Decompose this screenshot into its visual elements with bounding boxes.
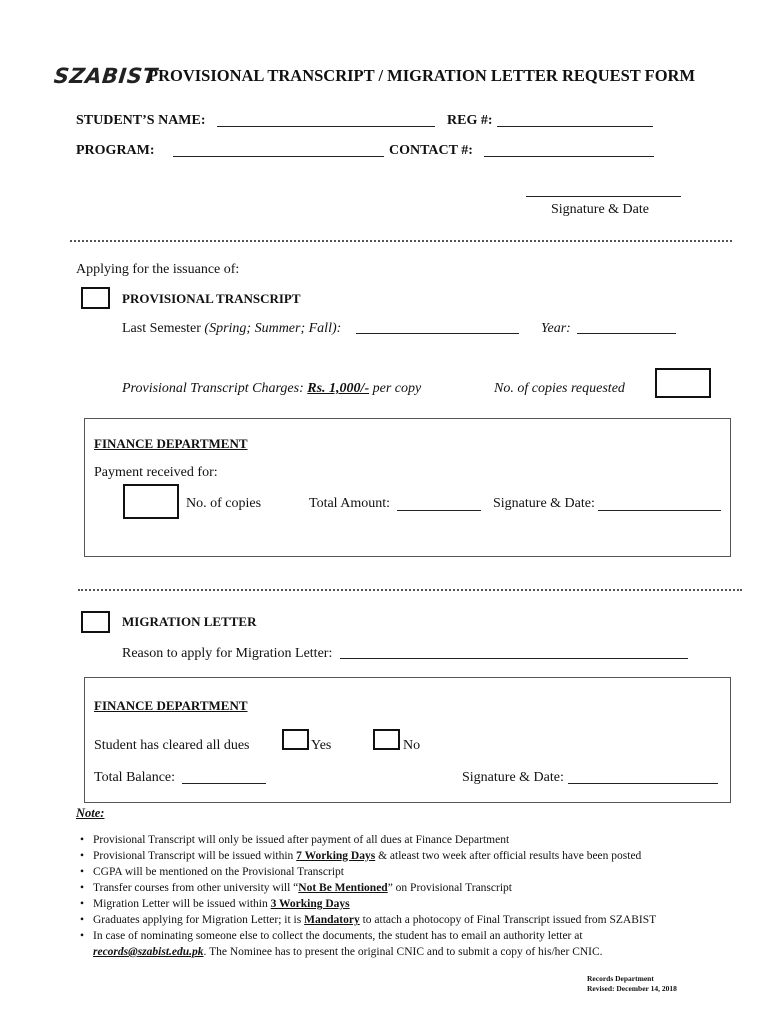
note-item: • Transfer courses from other university will “Not Be Mentioned” on Provisional Transcript: [78, 880, 656, 896]
copies-requested-label: No. of copies requested: [494, 381, 625, 396]
student-signature-field[interactable]: [526, 196, 681, 197]
cleared-dues-label: Student has cleared all dues: [94, 738, 250, 753]
note-item: • Graduates applying for Migration Letter; it is Mandatory to attach a photocopy of Final Transcript issued from SZABIST: [78, 912, 656, 928]
migration-letter-checkbox[interactable]: [81, 611, 110, 633]
note-item: • In case of nominating someone else to collect the documents, the student has to email an authority letter at records@szabist.edu.pk. The Nominee has to present the original CNIC and to submit a copy of his/her CNIC.: [78, 928, 656, 960]
note-item: • CGPA will be mentioned on the Provisional Transcript: [78, 864, 656, 880]
year-label: Year:: [541, 321, 571, 336]
reg-field[interactable]: [497, 126, 653, 127]
program-field[interactable]: [173, 156, 384, 157]
finance-panel-transcript: [84, 418, 731, 557]
paid-copies-label: No. of copies: [186, 496, 262, 511]
note-item: • Provisional Transcript will be issued within 7 Working Days & atleast two week after official results have been posted: [78, 848, 656, 864]
footer-dept: Records Department: [587, 974, 654, 983]
last-semester-row: [122, 321, 341, 337]
last-semester-label: Last Semester: [122, 321, 201, 336]
payment-received-label: Payment received for:: [94, 465, 218, 480]
provisional-transcript-checkbox[interactable]: [81, 287, 110, 309]
program-label: PROGRAM:: [76, 143, 155, 158]
szabist-logo: SZABIST: [52, 64, 159, 88]
migration-reason-label: Reason to apply for Migration Letter:: [122, 646, 333, 661]
student-signature-label: Signature & Date: [551, 202, 649, 217]
note-item: • Provisional Transcript will only be issued after payment of all dues at Finance Department: [78, 832, 656, 848]
provisional-transcript-heading: PROVISIONAL TRANSCRIPT: [122, 291, 301, 306]
section-divider-2: [78, 589, 742, 591]
total-amount-field[interactable]: [397, 510, 481, 511]
footer: [587, 974, 677, 994]
student-name-field[interactable]: [217, 126, 435, 127]
finance-signature-field-1[interactable]: [598, 510, 721, 511]
footer-revised: Revised: December 14, 2018: [587, 984, 677, 993]
contact-label: CONTACT #:: [389, 143, 473, 158]
charges-amount: Rs. 1,000/-: [307, 381, 370, 396]
dues-no-checkbox[interactable]: [373, 729, 400, 750]
applying-intro: Applying for the issuance of:: [76, 262, 240, 277]
finance-signature-label-1: Signature & Date:: [493, 496, 595, 511]
note-heading: Note:: [76, 806, 105, 820]
copies-requested-box[interactable]: [655, 368, 711, 398]
section-divider-1: [70, 240, 732, 242]
migration-reason-field[interactable]: [340, 658, 688, 659]
paid-copies-box[interactable]: [123, 484, 179, 519]
charges-suffix: per copy: [372, 381, 422, 396]
finance-heading-2: FINANCE DEPARTMENT: [94, 698, 248, 713]
finance-panel-migration: [84, 677, 731, 803]
total-amount-label: Total Amount:: [309, 496, 391, 511]
last-semester-field[interactable]: [356, 333, 519, 334]
total-balance-label: Total Balance:: [94, 770, 176, 785]
note-item: • Migration Letter will be issued within 3 Working Days: [78, 896, 656, 912]
finance-signature-field-2[interactable]: [568, 783, 718, 784]
dues-no-label: No: [403, 738, 421, 753]
dues-yes-label: Yes: [311, 738, 332, 753]
contact-field[interactable]: [484, 156, 654, 157]
migration-letter-heading: MIGRATION LETTER: [122, 614, 257, 629]
form-title: PROVISIONAL TRANSCRIPT / MIGRATION LETTER REQUEST FORM: [148, 66, 696, 85]
charges-prefix: Provisional Transcript Charges:: [122, 381, 304, 396]
year-field[interactable]: [577, 333, 676, 334]
total-balance-field[interactable]: [182, 783, 266, 784]
student-name-label: STUDENT’S NAME:: [76, 113, 206, 128]
dues-yes-checkbox[interactable]: [282, 729, 309, 750]
notes-list: [78, 832, 656, 960]
reg-label: REG #:: [447, 113, 493, 128]
finance-signature-label-2: Signature & Date:: [462, 770, 564, 785]
records-email-link[interactable]: records@szabist.edu.pk: [93, 946, 204, 958]
transcript-charges: [122, 381, 421, 397]
finance-heading-1: FINANCE DEPARTMENT: [94, 436, 248, 451]
semester-options: (Spring; Summer; Fall):: [204, 321, 342, 336]
